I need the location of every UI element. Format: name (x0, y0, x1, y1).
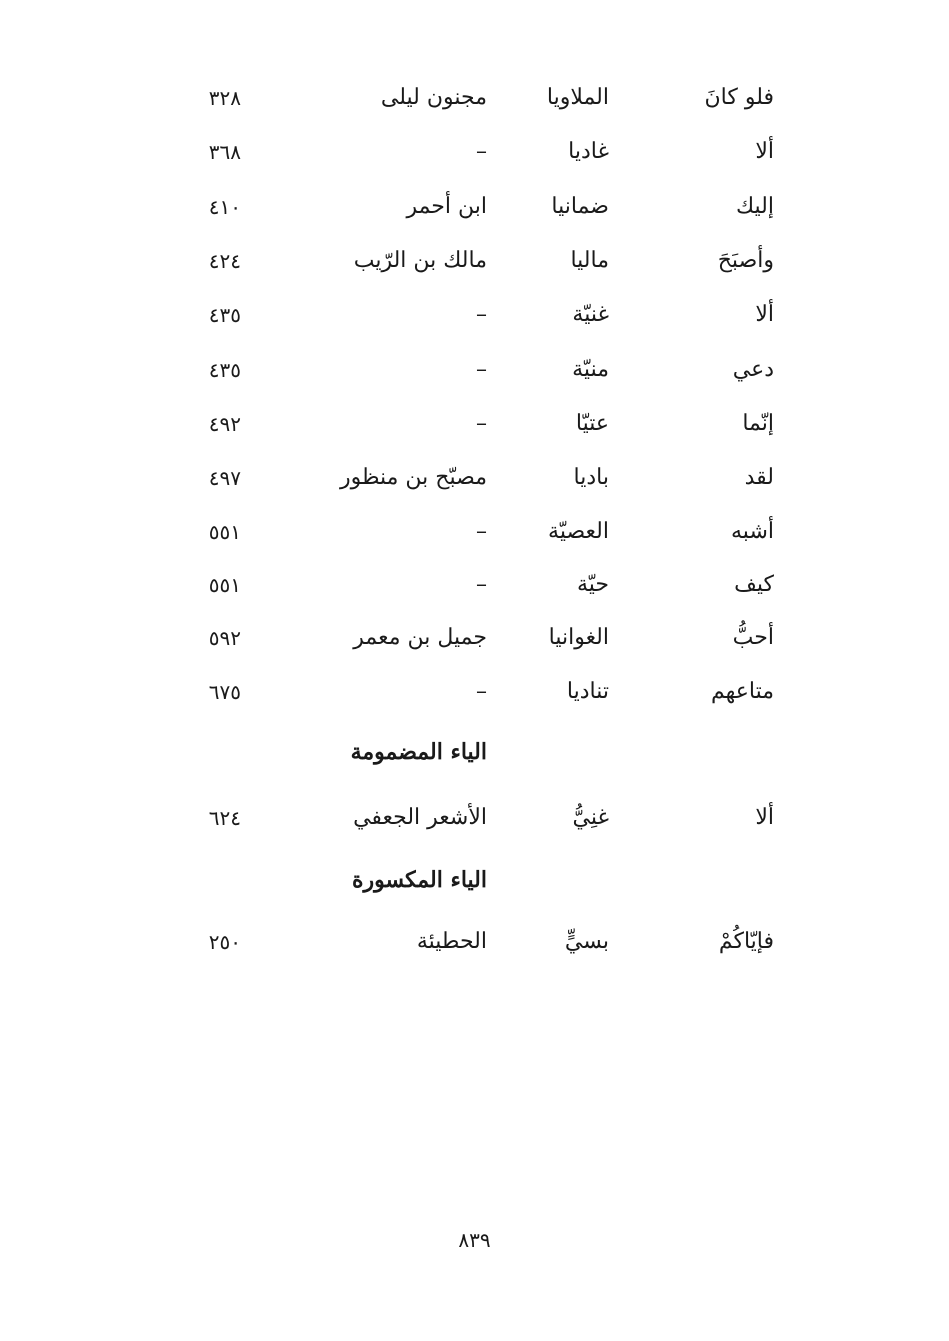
first-word: إنّما (742, 411, 774, 436)
page-number: ٥٥١ (208, 520, 241, 544)
page-number: ٥٩٢ (208, 626, 241, 650)
page-number: ٦٧٥ (208, 680, 241, 704)
poet-name: جميل بن معمر (353, 625, 487, 650)
first-word: فلو كانَ (704, 85, 774, 110)
section-heading: الياء المضمومة (350, 739, 487, 765)
index-row (0, 458, 949, 498)
first-word: كيف (734, 572, 774, 597)
index-row (0, 241, 949, 281)
page-number: ٤٩٢ (208, 412, 241, 436)
index-row (0, 618, 949, 658)
section-heading: الياء المكسورة (352, 867, 487, 893)
poet-name: – (476, 139, 487, 164)
poet-name: – (476, 357, 487, 382)
index-row (0, 565, 949, 605)
index-row (0, 672, 949, 712)
poet-name: – (476, 302, 487, 327)
index-row (0, 350, 949, 390)
rhyme-word: الملاويا (546, 85, 609, 110)
rhyme-word: تناديا (566, 679, 609, 704)
page-number: ٤١٠ (208, 195, 241, 219)
page-number: ٣٦٨ (208, 140, 241, 164)
page-number: ٥٥١ (208, 573, 241, 597)
first-word: أحبُّ (732, 625, 774, 650)
first-word: فإيّاكُمْ (718, 929, 774, 954)
poet-name: – (476, 679, 487, 704)
index-row (0, 187, 949, 227)
poet-name: الحطيئة (416, 929, 487, 954)
index-row (0, 512, 949, 552)
index-row (0, 404, 949, 444)
page-number: ٣٢٨ (208, 86, 241, 110)
page-folio: ٨٣٩ (458, 1228, 491, 1252)
first-word: إليك (736, 194, 774, 219)
rhyme-word: الغوانيا (548, 625, 609, 650)
page-number: ٤٣٥ (208, 303, 241, 327)
poet-name: – (476, 411, 487, 436)
first-word: دعي (732, 357, 774, 382)
rhyme-word: حيّة (576, 572, 609, 597)
index-row (0, 922, 949, 962)
first-word: متاعهم (710, 679, 774, 704)
rhyme-word: ضمانيا (551, 194, 609, 219)
first-word: لقد (744, 465, 774, 490)
first-word: ألا (755, 302, 774, 327)
page-number: ٤٣٥ (208, 358, 241, 382)
rhyme-word: منيّة (572, 357, 609, 382)
first-word: ألا (755, 805, 774, 830)
rhyme-word: باديا (573, 465, 609, 490)
index-row (0, 295, 949, 335)
poet-name: – (476, 572, 487, 597)
rhyme-word: غنِيُّ (572, 805, 609, 830)
rhyme-word: غاديا (568, 139, 609, 164)
index-row (0, 798, 949, 838)
page-number: ٢٥٠ (208, 930, 241, 954)
page-number: ٦٢٤ (208, 806, 241, 830)
index-row (0, 78, 949, 118)
first-word: وأصبَحَ (717, 248, 774, 273)
poet-name: مجنون ليلى (380, 85, 487, 110)
page-number: ٤٩٧ (208, 466, 241, 490)
index-row (0, 132, 949, 172)
rhyme-word: ماليا (570, 248, 609, 273)
poet-name: ابن أحمر (406, 194, 487, 219)
rhyme-word: عتيّا (575, 411, 609, 436)
rhyme-word: بسيٍّ (564, 929, 609, 954)
rhyme-word: غنيّة (572, 302, 609, 327)
first-word: أشبه (731, 519, 774, 544)
first-word: ألا (755, 139, 774, 164)
poet-name: – (476, 519, 487, 544)
poet-name: مصبّح بن منظور (339, 465, 487, 490)
poet-name: الأشعر الجعفي (353, 805, 487, 830)
poet-name: مالك بن الرّيب (353, 248, 487, 273)
rhyme-word: العصيّة (548, 519, 609, 544)
page-number: ٤٢٤ (208, 249, 241, 273)
